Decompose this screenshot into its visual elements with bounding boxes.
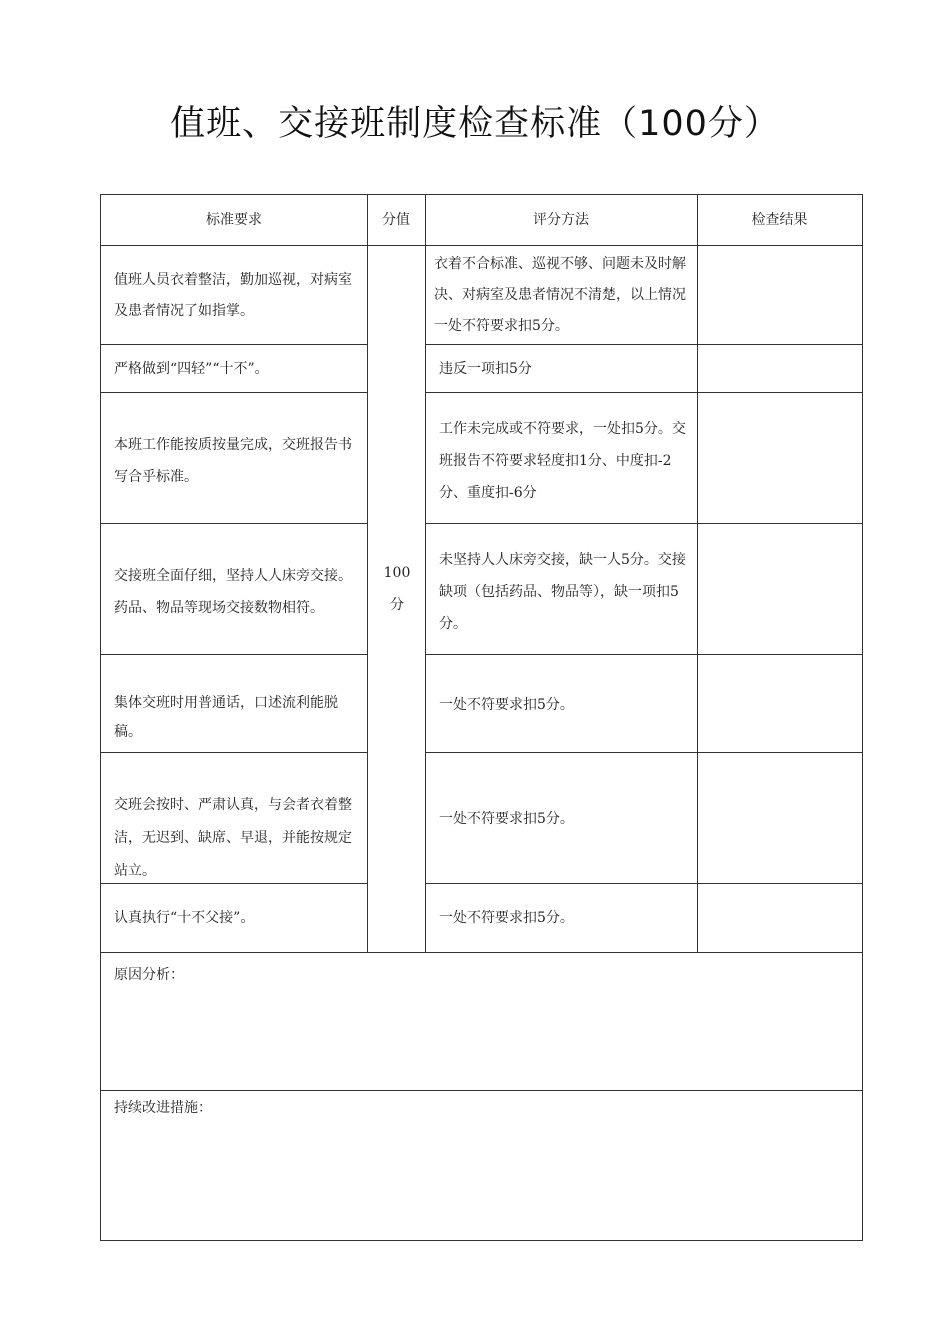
row-divider-1a <box>101 344 367 345</box>
header-divider <box>101 245 862 246</box>
header-result: 检查结果 <box>751 212 808 228</box>
row-7-method: 一处不符要求扣5分。 <box>439 910 574 926</box>
row-4-requirement: 交接班全面仔细，坚持人人床旁交接。药品、物品等现场交接数物相符。 <box>114 568 352 616</box>
row-divider-3a <box>101 523 367 524</box>
page-title: 值班、交接班制度检查标准（100分） <box>170 104 780 144</box>
row-3-requirement: 本班工作能按质按量完成，交班报告书写合乎标准。 <box>114 437 352 485</box>
row-4-method: 未坚持人人床旁交接，缺一人5分。交接缺项（包括药品、物品等），缺一项扣5分。 <box>439 552 686 632</box>
row-2-method: 违反一项扣5分 <box>439 361 532 377</box>
cause-bottom-divider <box>101 1090 862 1091</box>
col-divider-1 <box>367 195 368 952</box>
row-divider-5a <box>101 752 367 753</box>
header-requirement: 标准要求 <box>206 212 262 228</box>
inspection-table <box>100 194 863 1241</box>
col-divider-3 <box>697 195 698 952</box>
row-2-requirement: 严格做到“四轻”“十不”。 <box>114 361 269 377</box>
col-divider-2 <box>425 195 426 952</box>
row-divider-3b <box>425 523 862 524</box>
table-bottom-divider <box>101 952 862 953</box>
row-5-requirement: 集体交班时用普通话，口述流利能脱稿。 <box>114 695 338 740</box>
row-1-requirement: 值班人员衣着整洁，勤加巡视，对病室及患者情况了如指掌。 <box>114 272 352 319</box>
row-5-method: 一处不符要求扣5分。 <box>439 697 574 713</box>
header-score: 分值 <box>382 212 410 228</box>
row-divider-4a <box>101 654 367 655</box>
score-value: 100分 <box>383 565 411 613</box>
row-6-method: 一处不符要求扣5分。 <box>439 811 574 827</box>
header-method: 评分方法 <box>533 212 589 228</box>
row-3-method: 工作未完成或不符要求，一处扣5分。交班报告不符要求轻度扣1分、中度扣-2分、重度扣-6分 <box>439 421 686 501</box>
row-divider-6b <box>425 883 862 884</box>
row-divider-1b <box>425 344 862 345</box>
cause-analysis-label: 原因分析： <box>114 967 184 983</box>
row-divider-5b <box>425 752 862 753</box>
improvement-label: 持续改进措施： <box>114 1100 212 1116</box>
row-6-requirement: 交班会按时、严肃认真，与会者衣着整洁，无迟到、缺席、早退，并能按规定站立。 <box>114 797 352 879</box>
row-1-method: 衣着不合标准、巡视不够、问题未及时解决、对病室及患者情况不清楚，以上情况一处不符要求扣5分。 <box>434 256 686 334</box>
row-7-requirement: 认真执行“十不父接”。 <box>114 910 255 926</box>
row-divider-2b <box>425 392 862 393</box>
row-divider-2a <box>101 392 367 393</box>
row-divider-4b <box>425 654 862 655</box>
